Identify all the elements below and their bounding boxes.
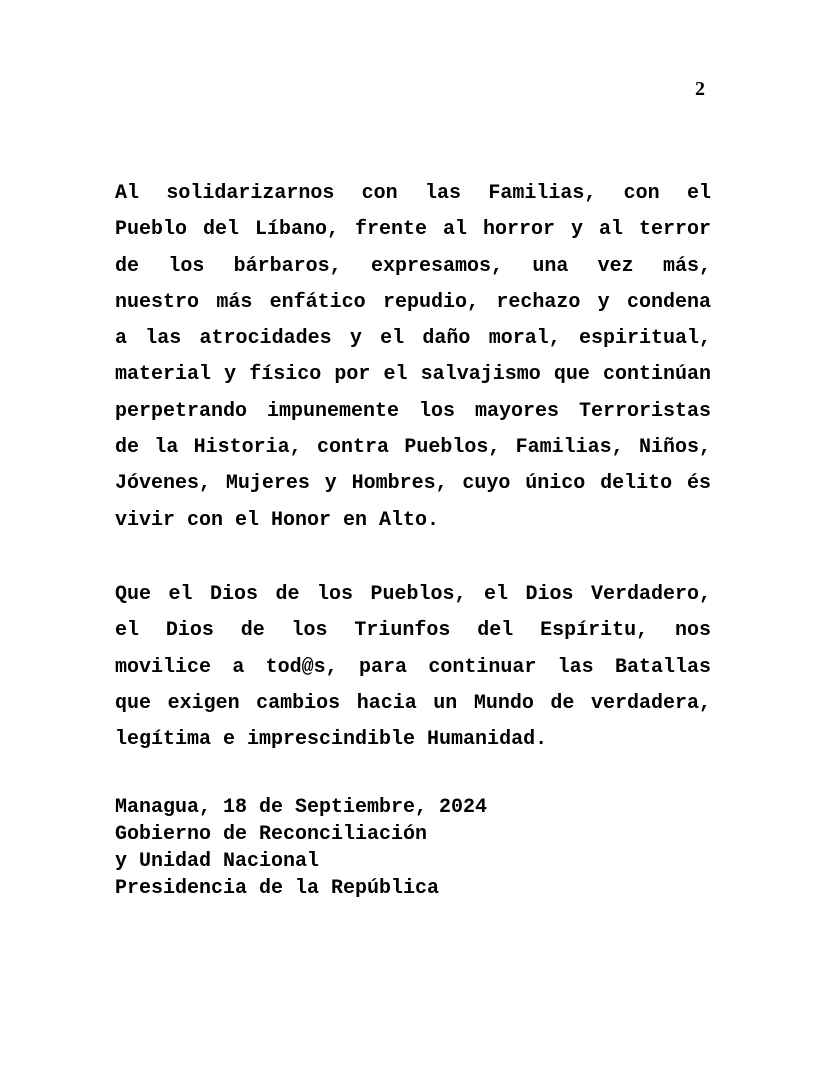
paragraph-line: Jóvenes, Mujeres y Hombres, cuyo único delito és: [115, 472, 711, 496]
paragraph-line: Al solidarizarnos con las Familias, con el: [115, 182, 711, 205]
paragraph-line: nuestro más enfático repudio, rechazo y condena: [115, 290, 711, 314]
paragraph-line: a las atrocidades y el daño moral, espiritual,: [115, 327, 711, 351]
paragraph-line: que exigen cambios hacia un Mundo de verdadera,: [115, 691, 711, 715]
signature-government-line-1: Gobierno de Reconciliación: [115, 823, 428, 846]
paragraph-line: material y físico por el salvajismo que continúan: [115, 363, 711, 387]
paragraph-line: Pueblo del Líbano, frente al horror y al terror: [115, 218, 711, 242]
signature-place-date: Managua, 18 de Septiembre, 2024: [115, 796, 488, 819]
paragraph-line: legítima e imprescindible Humanidad.: [115, 728, 548, 752]
paragraph-line: de la Historia, contra Pueblos, Familias, Niños,: [115, 436, 711, 460]
paragraph-line: perpetrando impunemente los mayores Terroristas: [115, 399, 711, 423]
signature-block: [115, 794, 487, 902]
page-number: 2: [695, 78, 705, 100]
body-paragraph-solidarity: [115, 176, 711, 539]
signature-government-line-2: y Unidad Nacional: [115, 850, 320, 873]
paragraph-line: Que el Dios de los Pueblos, el Dios Verdadero,: [115, 583, 711, 606]
paragraph-line: movilice a tod@s, para continuar las Batallas: [115, 655, 711, 679]
body-paragraph-blessing: [115, 577, 711, 758]
signature-office: Presidencia de la República: [115, 877, 440, 900]
paragraph-line: de los bárbaros, expresamos, una vez más,: [115, 254, 711, 278]
paragraph-line: el Dios de los Triunfos del Espíritu, nos: [115, 619, 711, 643]
paragraph-line: vivir con el Honor en Alto.: [115, 508, 440, 532]
